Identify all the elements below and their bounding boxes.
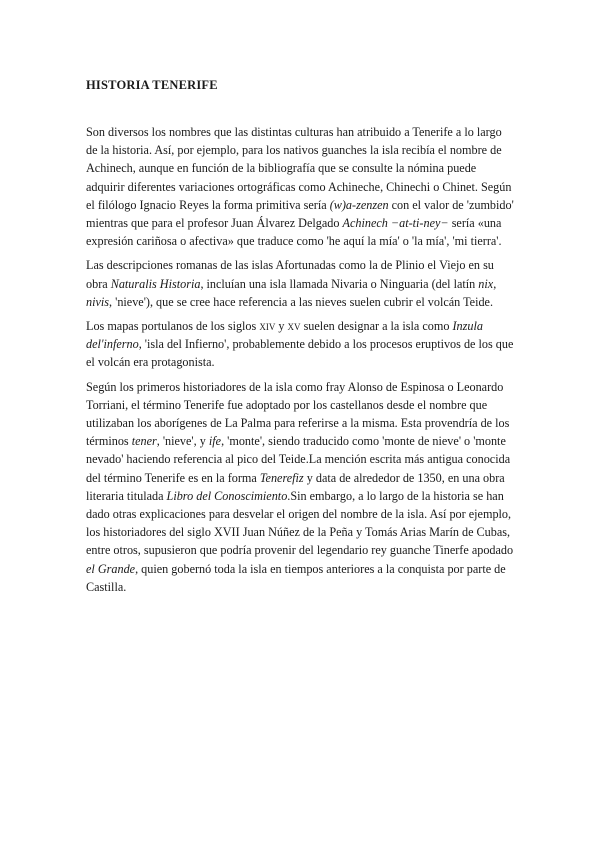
- text-run: y data de alrededor de 1350, en una obra literaria titulada: [86, 470, 505, 503]
- italic-term: ife: [208, 434, 222, 449]
- paragraph-4: [86, 378, 516, 596]
- text-run: suelen designar a la isla como: [300, 319, 453, 334]
- italic-term: el Grande: [86, 561, 136, 576]
- text-run: Según los primeros historiadores de la isla como fray Alonso de Espinosa o Leonardo Torriani, el término Tenerife fue adoptado por los castellanos desde el nombre que utilizaban los aborígenes de La Palma para referirse a la misma. Esta provendría de los términos: [86, 379, 510, 449]
- text-run: , quien gobernó toda la isla en tiempos anteriores a la conquista por parte de Castilla.: [86, 561, 506, 594]
- text-run: , incluían una isla llamada Nivaria o Ninguaria (del latín: [200, 276, 479, 291]
- italic-term: (w)a-zenzen: [329, 197, 389, 212]
- document-title: HISTORIA TENERIFE: [86, 78, 218, 92]
- text-run: y: [275, 319, 288, 334]
- text-run: , 'nieve'), que se cree hace referencia a las nieves suelen cubrir el volcán Teide.: [109, 294, 494, 309]
- paragraph-3: [86, 317, 516, 372]
- italic-term: Libro del Conoscimiento: [166, 488, 288, 503]
- text-run: con el valor de 'zumbido' mientras que para el profesor Juan Álvarez Delgado: [86, 197, 514, 231]
- italic-term: Achinech −at-ti-ney−: [342, 216, 449, 231]
- italic-term: tener: [131, 434, 157, 449]
- italic-term: Inzula del'inferno: [86, 319, 483, 352]
- text-run: Los mapas portulanos de los siglos: [86, 319, 260, 334]
- italic-term: nivis: [86, 294, 110, 309]
- italic-term: Naturalis Historia: [110, 276, 201, 291]
- century-numeral: xv: [287, 319, 301, 334]
- text-run: Las descripciones romanas de las islas Afortunadas como la de Plinio el Viejo en su obra: [86, 258, 494, 291]
- text-run: ,: [493, 276, 497, 291]
- text-run: Son diversos los nombres que las distintas culturas han atribuido a Tenerife a lo largo de la historia. Así, por ejemplo, para los nativos guanches la isla recibía el nombre de Achinech, aunque en función de la bibliografía que se consulte la nómina puede adquirir diferentes variaciones ortográficas como Achineche, Chinechi o Chinet. Según el filólogo Ignacio Reyes la forma primitiva sería: [86, 125, 512, 212]
- italic-term: Tenerefiz: [259, 470, 304, 485]
- italic-term: nix: [478, 276, 494, 291]
- text-run: .Sin embargo, a lo largo de la historia se han dado otras explicaciones para desvelar el origen del nombre de la isla. Así por ejemplo, los historiadores del siglo XVII Juan Núñez de la Peña y Tomás Arias Marín de Cubas, entre otros, supusieron que podría provenir del legendario rey guanche Tinerfe apodado: [86, 488, 514, 558]
- text-run: sería «una expresión cariñosa o afectiva» que traduce como 'he aquí la mía' o 'la mía', 'mi tierra'.: [86, 216, 502, 249]
- text-run: , 'nieve', y: [156, 434, 209, 449]
- century-numeral: xiv: [259, 319, 276, 334]
- paragraph-1: [86, 123, 516, 250]
- text-run: , 'monte', siendo traducido como 'monte de nieve' o 'monte nevado' haciendo referencia al pico del Teide.La mención escrita más antigua conocida del término Tenerife es en la forma: [86, 434, 511, 485]
- paragraph-2: [86, 256, 516, 311]
- text-run: , 'isla del Infierno', probablemente debido a los procesos eruptivos de los que el volcán era protagonista.: [86, 337, 514, 370]
- document-body: [86, 123, 516, 602]
